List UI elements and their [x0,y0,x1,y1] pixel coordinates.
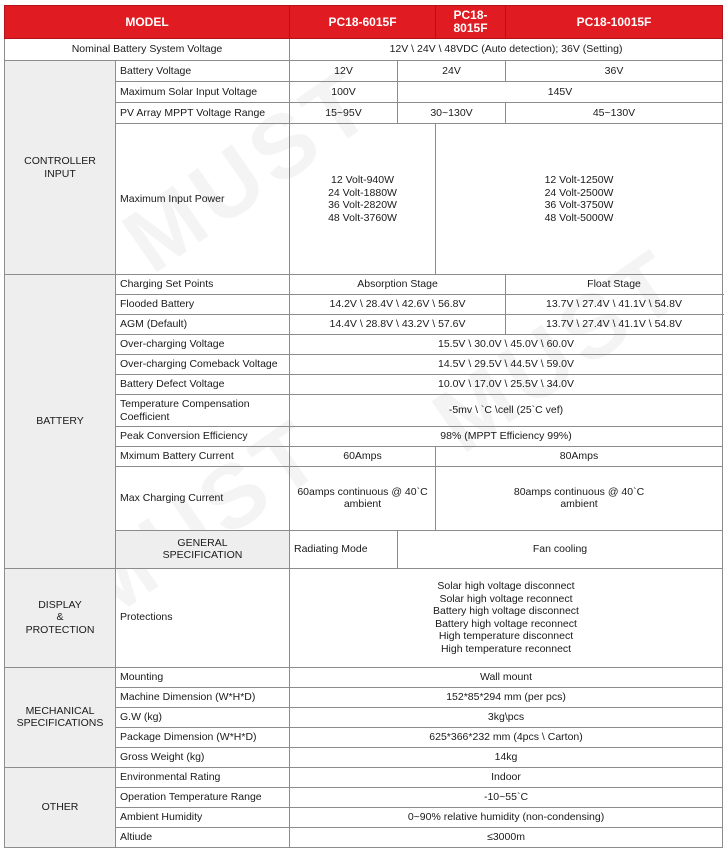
comeback-label: Over-charging Comeback Voltage [116,355,290,375]
env-rating-label: Environmental Rating [116,767,290,787]
category-display-line: & [56,611,64,624]
max-solar-6015: 100V [290,82,398,103]
agm-label: AGM (Default) [116,315,290,335]
agm-float: 13.7V \ 27.4V \ 41.1V \ 54.8V [506,315,723,335]
model-header-3: PC18-10015F [506,6,723,39]
protections-list [290,568,723,667]
category-display-line: DISPLAY [38,598,82,611]
max-charging-6015 [290,467,436,531]
mppt-range-1: 15~95V [290,103,398,124]
max-charging-line: 60amps continuous @ 40`C [297,485,428,498]
package-dim-label: Package Dimension (W*H*D) [116,727,290,747]
mounting-label: Mounting [116,667,290,687]
gw-label: G.W (kg) [116,707,290,727]
humidity-label: Ambient Humidity [116,807,290,827]
absorption-stage-header: Absorption Stage [290,275,506,295]
spec-table [4,5,723,848]
op-temp-value: -10~55`C [290,787,723,807]
peak-eff-label: Peak Conversion Efficiency [116,427,290,447]
machine-dim-label: Machine Dimension (W*H*D) [116,687,290,707]
nominal-voltage-label: Nominal Battery System Voltage [5,39,290,61]
protections-label: Protections [116,568,290,667]
temp-comp-label-line: Temperature Compensation [120,398,250,410]
category-mechanical [5,667,116,767]
category-controller-input: CONTROLLER INPUT [5,61,116,275]
mppt-range-label: PV Array MPPT Voltage Range [116,103,290,124]
category-mechanical-line: MECHANICAL [25,704,95,717]
flooded-absorption: 14.2V \ 28.4V \ 42.6V \ 56.8V [290,295,506,315]
gw-value: 3kg\pcs [290,707,723,727]
gross-weight-value: 14kg [290,747,723,767]
machine-dim-value: 152*85*294 mm (per pcs) [290,687,723,707]
protection-item: Battery high voltage disconnect [433,605,579,617]
max-solar-label: Maximum Solar Input Voltage [116,82,290,103]
model-header-1: PC18-6015F [290,6,436,39]
over-charging-label: Over-charging Voltage [116,335,290,355]
protection-item: High temperature disconnect [438,630,574,642]
protection-item: Battery high voltage reconnect [435,617,577,630]
category-other: OTHER [5,767,116,847]
temp-comp-label [116,395,290,427]
max-solar-other: 145V [398,82,723,103]
gross-weight-label: Gross Weight (kg) [116,747,290,767]
max-charging-line: ambient [560,498,598,511]
nominal-voltage-value: 12V \ 24V \ 48VDC (Auto detection); 36V (Setting) [290,39,723,61]
max-power-label: Maximum Input Power [116,124,290,275]
float-stage-header: Float Stage [506,275,723,295]
defect-value: 10.0V \ 17.0V \ 25.5V \ 34.0V [290,375,723,395]
radiating-label: Radiating Mode [290,530,398,568]
category-battery: BATTERY [5,275,116,569]
max-current-label: Mximum Battery Current [116,447,290,467]
category-general-line: GENERAL [177,536,228,549]
max-charging-line: 80amps continuous @ 40`C [513,485,645,498]
max-power-line: 24 Volt-1880W [328,186,397,199]
comeback-value: 14.5V \ 29.5V \ 44.5V \ 59.0V [290,355,723,375]
peak-eff-value: 98% (MPPT Efficiency 99%) [290,427,723,447]
category-mechanical-line: SPECIFICATIONS [16,717,104,729]
env-rating-value: Indoor [290,767,723,787]
temp-comp-value: -5mv \ `C \cell (25`C vef) [290,395,723,427]
battery-voltage-36: 36V [506,61,723,82]
max-power-8015 [436,124,723,275]
over-charging-value: 15.5V \ 30.0V \ 45.0V \ 60.0V [290,335,723,355]
max-power-6015 [290,124,436,275]
max-power-line: 36 Volt-3750W [544,199,614,211]
protection-item: Solar high voltage reconnect [439,592,573,605]
max-current-8015: 80Amps [436,447,723,467]
op-temp-label: Operation Temperature Range [116,787,290,807]
max-current-6015: 60Amps [290,447,436,467]
category-general [116,530,290,568]
flooded-float: 13.7V \ 27.4V \ 41.1V \ 54.8V [506,295,723,315]
battery-voltage-label: Battery Voltage [116,61,290,82]
package-dim-value: 625*366*232 mm (4pcs \ Carton) [290,727,723,747]
mppt-range-3: 45~130V [506,103,723,124]
altitude-label: Altiude [116,827,290,847]
max-charging-8015 [436,467,723,531]
max-power-line: 48 Volt-3760W [328,211,397,224]
altitude-value: ≤3000m [290,827,723,847]
max-power-line: 48 Volt-5000W [544,211,614,224]
humidity-value: 0~90% relative humidity (non-condensing) [290,807,723,827]
max-charging-line: ambient [343,498,382,511]
category-display-line: PROTECTION [25,623,95,636]
max-charging-label: Max Charging Current [116,467,290,531]
temp-comp-label-line: Coefficient [120,410,170,423]
max-power-line: 36 Volt-2820W [328,199,397,211]
radiating-value: Fan cooling [398,530,723,568]
protection-item: Solar high voltage disconnect [437,580,575,592]
category-general-line: SPECIFICATION [162,549,243,561]
defect-label: Battery Defect Voltage [116,375,290,395]
model-header: MODEL [5,6,290,39]
set-points-label: Charging Set Points [116,275,290,295]
mounting-value: Wall mount [290,667,723,687]
battery-voltage-24: 24V [398,61,506,82]
flooded-label: Flooded Battery [116,295,290,315]
mppt-range-2: 30~130V [398,103,506,124]
model-header-2: PC18-8015F [436,6,506,39]
agm-absorption: 14.4V \ 28.8V \ 43.2V \ 57.6V [290,315,506,335]
protection-item: High temperature reconnect [440,642,572,655]
max-power-line: 12 Volt-1250W [544,174,614,186]
battery-voltage-12: 12V [290,61,398,82]
max-power-line: 24 Volt-2500W [544,186,614,199]
max-power-line: 12 Volt-940W [330,174,395,186]
category-display [5,568,116,667]
